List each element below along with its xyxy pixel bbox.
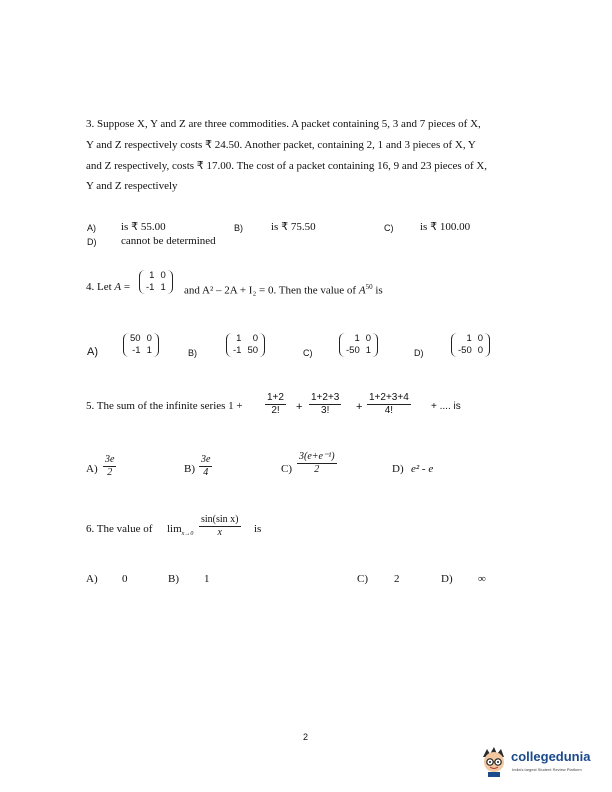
q5-term-1 xyxy=(265,392,286,417)
q3-option-b: is ₹ 75.50 xyxy=(271,221,316,233)
q6-lim xyxy=(167,523,193,541)
matrix-cell: -50 xyxy=(346,345,360,356)
q5-term-2-den: 3! xyxy=(321,405,330,416)
q5-term-1-num: 1+2 xyxy=(267,392,284,403)
matrix-cell: 1 xyxy=(236,333,242,344)
q6-option-c: 2 xyxy=(394,573,400,585)
mascot-icon xyxy=(479,745,509,777)
q5-option-b-den: 4 xyxy=(203,467,209,478)
q5-option-d: e² - e xyxy=(411,463,434,475)
q6-prefix: 6. The value of xyxy=(86,523,153,535)
matrix-cell: 0 xyxy=(252,333,259,344)
q4-matrix-cell: 0 xyxy=(160,270,166,281)
q4-option-c-matrix xyxy=(339,333,378,357)
q4-stem xyxy=(86,281,130,294)
q6-lim-sub: x→0 xyxy=(181,531,194,538)
q5-option-c-label: C) xyxy=(281,463,292,475)
q5-option-b-frac xyxy=(199,454,212,479)
q4-matrix-cell: -1 xyxy=(146,282,155,293)
q4-condition-text: and A² – 2A + I₂ = 0. Then the value of xyxy=(184,284,357,297)
q5-option-a-num: 3e xyxy=(105,454,115,465)
q3-line-2: Y and Z respectively costs ₹ 24.50. Another packet, containing 2, 1 and 3 pieces of X, Y xyxy=(86,139,476,151)
matrix-cell: 50 xyxy=(247,345,259,356)
q4-matrix-cell: 1 xyxy=(160,282,166,293)
matrix-cell: -1 xyxy=(132,345,141,356)
matrix-cell: 0 xyxy=(477,345,484,356)
q5-term-3 xyxy=(367,392,411,417)
q5-option-a-label: A) xyxy=(86,463,98,475)
q5-option-c-den: 2 xyxy=(314,464,320,475)
q4-eq: = xyxy=(123,281,131,293)
q4-option-a-label: A) xyxy=(87,346,98,358)
q5-term-2-num: 1+2+3 xyxy=(311,392,340,403)
q4-option-c-label: C) xyxy=(303,348,313,358)
matrix-cell: 1 xyxy=(466,333,472,344)
matrix-cell: 1 xyxy=(354,333,360,344)
q6-option-c-label: C) xyxy=(357,573,368,585)
q6-suffix: is xyxy=(254,523,262,535)
matrix-cell: 0 xyxy=(477,333,484,344)
page-number: 2 xyxy=(303,732,309,742)
q5-option-d-label: D) xyxy=(392,463,404,475)
q5-option-b-label: B) xyxy=(184,463,195,475)
q6-num: sin(sin x) xyxy=(201,514,239,525)
q5-term-3-den: 4! xyxy=(384,405,394,416)
q5-term-2 xyxy=(309,392,341,417)
matrix-cell: 0 xyxy=(146,333,152,344)
q5-option-a-den: 2 xyxy=(107,467,113,478)
collegedunia-logo xyxy=(479,743,607,783)
q3-option-a-label: A) xyxy=(87,223,96,233)
q4-option-d-matrix xyxy=(451,333,490,357)
q3-option-b-label: B) xyxy=(234,223,243,233)
q6-den: x xyxy=(217,527,222,538)
q4-power-exp: 50 xyxy=(365,283,373,291)
q4-prefix: 4. Let xyxy=(86,281,112,293)
q6-option-b-label: B) xyxy=(168,573,179,585)
q4-suffix: is xyxy=(375,284,383,297)
logo-tagline: India's largest Student Review Platform xyxy=(512,767,582,772)
q5-prefix: 5. The sum of the infinite series 1 + xyxy=(86,400,243,412)
q6-frac xyxy=(199,514,241,539)
matrix-cell: 1 xyxy=(365,345,372,356)
q4-option-b-label: B) xyxy=(188,348,197,358)
q3-option-c: is ₹ 100.00 xyxy=(420,221,471,233)
q5-option-c-num: 3(e+e⁻¹) xyxy=(299,451,335,462)
matrix-cell: 1 xyxy=(146,345,152,356)
q3-option-c-label: C) xyxy=(384,223,394,233)
q4-option-d-label: D) xyxy=(414,348,424,358)
q4-option-b-matrix xyxy=(226,333,265,357)
q4-option-a-matrix xyxy=(123,333,159,357)
q4-power-base: A xyxy=(358,284,366,297)
q5-term-1-den: 2! xyxy=(271,405,280,416)
q4-var: A xyxy=(114,281,122,293)
q3-option-d: cannot be determined xyxy=(121,235,216,247)
matrix-cell: 0 xyxy=(365,333,372,344)
q5-plus-1: + xyxy=(296,401,303,413)
q5-option-a-frac xyxy=(103,454,116,479)
q5-term-3-num: 1+2+3+4 xyxy=(369,392,409,403)
logo-name: collegedunia xyxy=(511,749,591,764)
q5-option-b-num: 3e xyxy=(201,454,211,465)
q4-condition xyxy=(184,281,383,298)
q6-option-a: 0 xyxy=(122,573,128,585)
q6-option-a-label: A) xyxy=(86,573,98,585)
q3-line-4: Y and Z respectively xyxy=(86,180,178,192)
q5-option-c-frac xyxy=(297,451,337,476)
q6-option-d: ∞ xyxy=(478,573,486,585)
q5-plus-2: + xyxy=(356,401,363,413)
q3-line-1: 3. Suppose X, Y and Z are three commodities. A packet containing 5, 3 and 7 pieces of X, xyxy=(86,118,481,130)
q3-line-3: and Z respectively, costs ₹ 17.00. The cost of a packet containing 16, 9 and 23 pieces of X, xyxy=(86,160,488,172)
q5-suffix: + .... is xyxy=(431,401,461,412)
matrix-cell: -50 xyxy=(458,345,472,356)
matrix-cell: 50 xyxy=(130,333,141,344)
q6-option-b: 1 xyxy=(204,573,210,585)
q6-option-d-label: D) xyxy=(441,573,453,585)
q4-matrix-a xyxy=(139,270,173,294)
matrix-cell: -1 xyxy=(233,345,242,356)
q3-option-a: is ₹ 55.00 xyxy=(121,221,166,233)
q4-matrix-cell: 1 xyxy=(149,270,155,281)
q3-option-d-label: D) xyxy=(87,237,97,247)
q6-lim-word: lim xyxy=(167,523,182,535)
